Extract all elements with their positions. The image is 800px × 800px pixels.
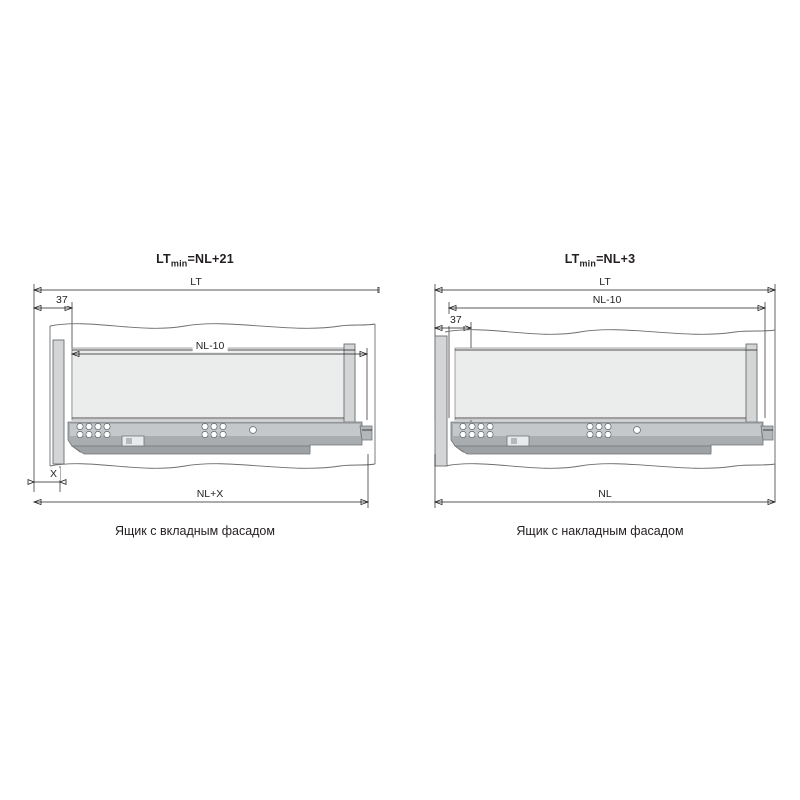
formula-prefix: LT <box>156 252 171 266</box>
diagram-inset-front <box>10 240 380 550</box>
label-nl: NL <box>595 488 614 500</box>
label-37-left: 37 <box>53 294 71 306</box>
formula-inset <box>10 252 380 269</box>
label-lt-right: LT <box>596 276 613 288</box>
caption-inset: Ящик с вкладным фасадом <box>115 524 275 538</box>
formula-subscript: min <box>579 258 597 269</box>
caption-overlay: Ящик с накладным фасадом <box>516 524 684 538</box>
label-nl-plus-x: NL+X <box>194 488 227 500</box>
label-37-right: 37 <box>447 314 465 326</box>
formula-overlay <box>415 252 785 269</box>
slide-mechanism <box>451 422 773 454</box>
label-x-left: X <box>47 468 60 480</box>
label-lt-left: LT <box>187 276 204 288</box>
formula-suffix: =NL+21 <box>187 252 234 266</box>
formula-prefix: LT <box>564 252 580 266</box>
diagram-overlay-front <box>415 240 785 550</box>
formula-suffix: =NL+3 <box>596 252 636 266</box>
slide-mechanism <box>68 422 372 454</box>
formula-subscript: min <box>170 258 188 269</box>
label-nl-10-left: NL-10 <box>193 340 228 352</box>
label-nl-10-right: NL-10 <box>590 294 625 306</box>
